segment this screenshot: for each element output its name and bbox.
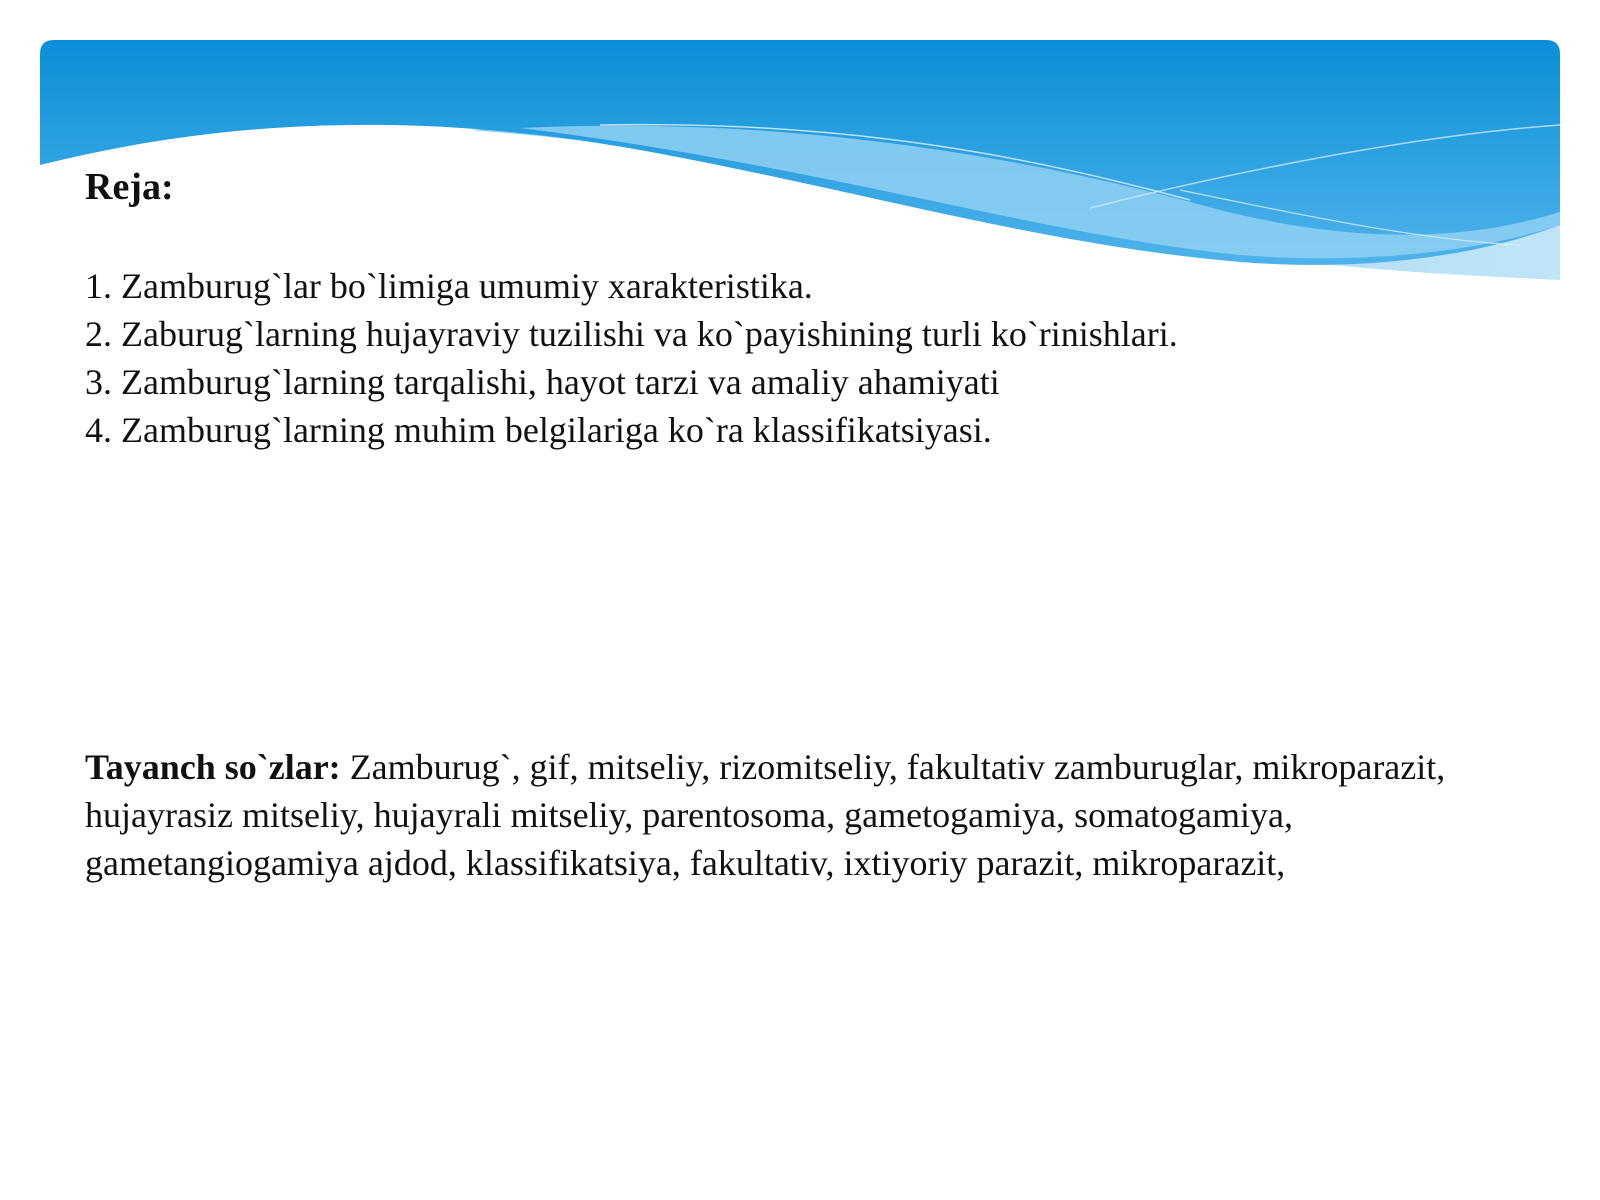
slide-title: Reja: [85,166,174,208]
keywords-label: Tayanch so`zlar: [85,747,341,787]
plan-item: 3. Zamburug`larning tarqalishi, hayot tarzi va amaliy ahamiyati [85,362,1000,402]
plan-item: 4. Zamburug`larning muhim belgilariga ko`ra klassifikatsiyasi. [85,410,992,450]
plan-item: 2. Zaburug`larning hujayraviy tuzilishi va ko`payishining turli ko`rinishlari. [85,314,1178,354]
plan-list [85,262,1178,454]
keywords-paragraph [85,743,1505,887]
plan-item: 1. Zamburug`lar bo`limiga umumiy xarakteristika. [85,266,813,306]
keywords-text: Zamburug`, gif, mitseliy, rizomitseliy, fakultativ zamburuglar, mikroparazit, hujayrasiz mitseliy, hujayrali mitseliy, parentosoma, gametogamiya, somatogamiya, gametangiogamiya ajdod, klassifikatsiya, fakultativ, ixtiyoriy parazit, mikroparazit, [85,747,1446,883]
header-wave-decoration [40,40,1560,280]
